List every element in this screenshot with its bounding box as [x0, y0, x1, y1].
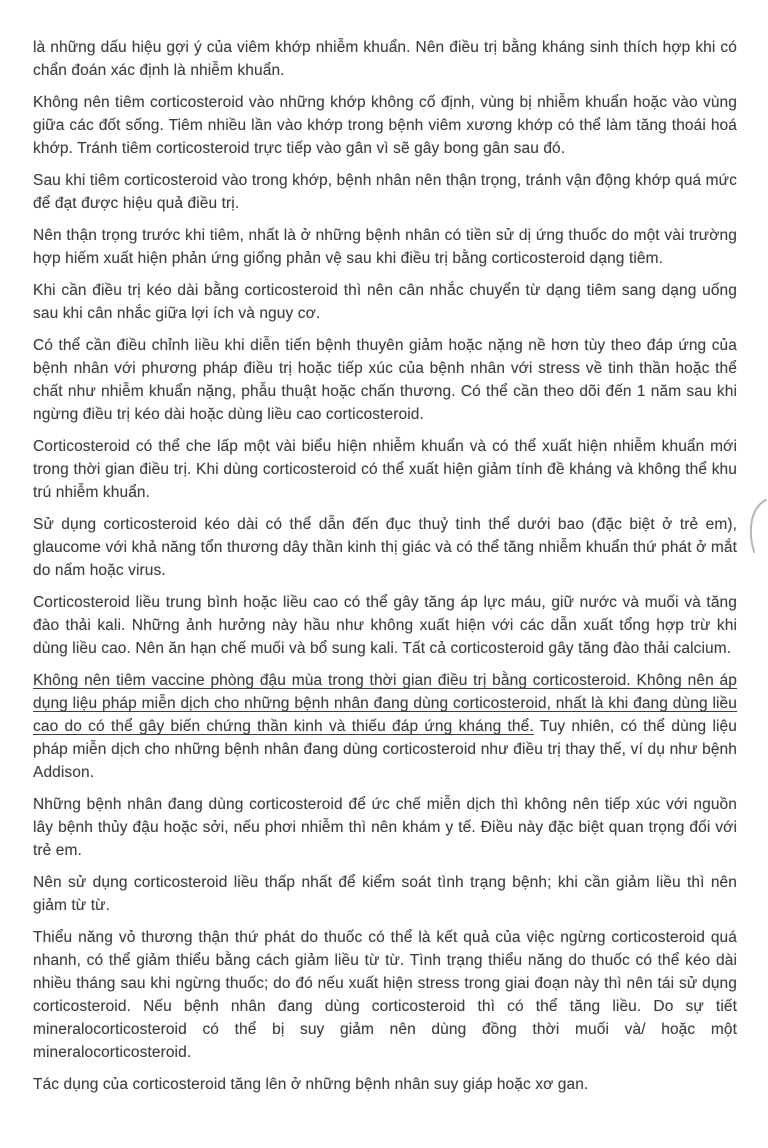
underlined-warning-text: Không nên tiêm vaccine phòng đậu mùa trong thời gian điều trị bằng corticosteroid. Không nên áp dụng liệu pháp miễn dịch cho những bệnh nhân đang dùng corticosteroid, nhất là khi đang dùng liều cao do có thể gây biến chứng thần kinh và thiếu đáp ứng kháng thể. [33, 672, 737, 735]
paragraph-blood-pressure-effects: Corticosteroid liều trung bình hoặc liều cao có thể gây tăng áp lực máu, giữ nước và muối và tăng đào thải kali. Những ảnh hưởng này hầu như không xuất hiện với các dẫn xuất tổng hợp trừ khi dùng liều cao. Nên ăn hạn chế muối và bổ sung kali. Tất cả corticosteroid gây tăng đào thải calcium. [33, 594, 737, 657]
scan-artifact-curve [744, 497, 768, 555]
vaccine-warning-continuation: Tuy nhiên, có thể dùng liệu pháp miễn dịch cho những bệnh nhân đang dùng corticosteroid như điều trị thay thế, ví dụ như bệnh Addison. [33, 718, 737, 781]
paragraph-eye-effects: Sử dụng corticosteroid kéo dài có thể dẫn đến đục thuỷ tinh thể dưới bao (đặc biệt ở trẻ em), glaucome với khả năng tổn thương dây thần kinh thị giác và có thể tăng nhiễm khuẩn thứ phát ở mắt do nấm hoặc virus. [33, 516, 737, 579]
paragraph-switch-to-oral: Khi cần điều trị kéo dài bằng corticosteroid thì nên cân nhắc chuyển từ dạng tiêm sang dạng uống sau khi cân nhắc giữa lợi ích và nguy cơ. [33, 282, 737, 322]
paragraph-adrenal-insufficiency: Thiểu năng vỏ thương thận thứ phát do thuốc có thể là kết quả của việc ngừng corticosteroid quá nhanh, có thể giảm thiểu bằng cách giảm liều từ từ. Tình trạng thiểu năng do thuốc có thể kéo dài nhiều tháng sau khi ngừng thuốc; do đó nếu xuất hiện stress trong giai đoạn này thì nên tái sử dụng corticosteroid. Nếu bệnh nhân đang dùng corticosteroid thì có thể tăng liều. Do sự tiết mineralocorticosteroid có thể bị suy giảm nên dùng đồng thời muối và/ hoặc một mineralocorticosteroid. [33, 929, 737, 1061]
document-body [33, 36, 737, 1105]
paragraph-dose-adjustment: Có thể cần điều chỉnh liều khi diễn tiến bệnh thuyên giảm hoặc nặng nề hơn tùy theo đáp ứng của bệnh nhân với phương pháp điều trị hoặc tiếp xúc của bệnh nhân với stress về tinh thần hoặc thể chất như nhiễm khuẩn nặng, phẫu thuật hoặc chấn thương. Có thể cần theo dõi đến 1 năm sau khi ngừng điều trị kéo dài hoặc dùng liều cao corticosteroid. [33, 337, 737, 423]
paragraph-lowest-dose: Nên sử dụng corticosteroid liều thấp nhất để kiểm soát tình trạng bệnh; khi cần giảm liều thì nên giảm từ từ. [33, 874, 737, 914]
paragraph-hypothyroid-cirrhosis: Tác dụng của corticosteroid tăng lên ở những bệnh nhân suy giáp hoặc xơ gan. [33, 1076, 589, 1093]
paragraph-infection-masking: Corticosteroid có thể che lấp một vài biểu hiện nhiễm khuẩn và có thể xuất hiện nhiễm khuẩn mới trong thời gian điều trị. Khi dùng corticosteroid có thể xuất hiện giảm tính đề kháng và không thể khu trú nhiễm khuẩn. [33, 438, 737, 501]
paragraph-injection-contraindications: Không nên tiêm corticosteroid vào những khớp không cố định, vùng bị nhiễm khuẩn hoặc vào vùng giữa các đốt sống. Tiêm nhiều lần vào khớp trong bệnh viêm xương khớp có thể làm tăng thoái hoá khớp. Tránh tiêm corticosteroid trực tiếp vào gân vì sẽ gây bong gân sau đó. [33, 94, 737, 157]
paragraph-allergy-caution: Nên thận trọng trước khi tiêm, nhất là ở những bệnh nhân có tiền sử dị ứng thuốc do một vài trường hợp hiếm xuất hiện phản ứng giống phản vệ sau khi điều trị bằng corticosteroid dạng tiêm. [33, 227, 737, 267]
paragraph-post-injection-caution: Sau khi tiêm corticosteroid vào trong khớp, bệnh nhân nên thận trọng, tránh vận động khớp quá mức để đạt được hiệu quả điều trị. [33, 172, 737, 212]
paragraph-exposure-warning: Những bệnh nhân đang dùng corticosteroid để ức chế miễn dịch thì không nên tiếp xúc với nguồn lây bệnh thủy đậu hoặc sởi, nếu phơi nhiễm thì nên khám y tế. Điều này đặc biệt quan trọng đối với trẻ em. [33, 796, 737, 859]
paragraph-infection-signs: là những dấu hiệu gợi ý của viêm khớp nhiễm khuẩn. Nên điều trị bằng kháng sinh thích hợp khi có chẩn đoán xác định là nhiễm khuẩn. [33, 39, 737, 79]
paragraph-vaccine-warning [33, 669, 737, 784]
